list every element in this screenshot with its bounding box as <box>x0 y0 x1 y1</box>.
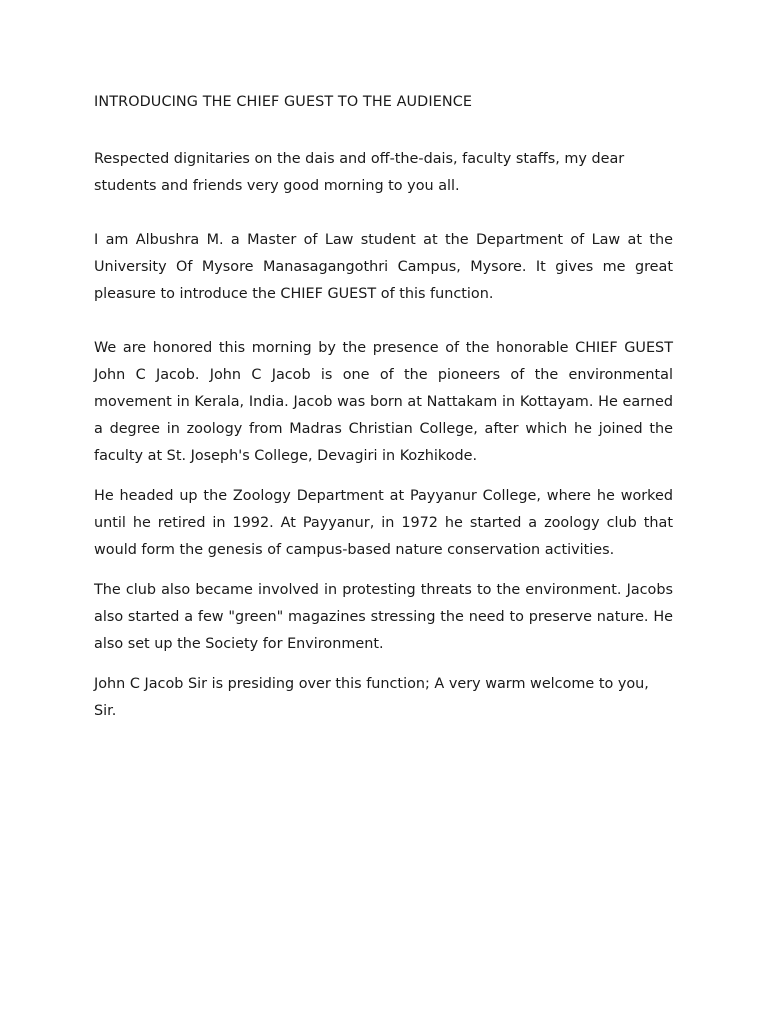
paragraph-chief-guest-background: We are honored this morning by the presence of the honorable CHIEF GUEST John C Jacob. John C Jacob is one of the pioneers of the environmental movement in Kerala, India. Jacob was born at Nattakam in Kottayam. He earned a degree in zoology from Madras Christian College, after which he joined the faculty at St. Joseph's College, Devagiri in Kozhikode. <box>94 340 673 464</box>
document-title: INTRODUCING THE CHIEF GUEST TO THE AUDIENCE <box>94 94 473 110</box>
paragraph-zoology-department: He headed up the Zoology Department at Payyanur College, where he worked until he retired in 1992. At Payyanur, in 1972 he started a zoology club that would form the genesis of campus-based nature conservation activities. <box>94 488 673 558</box>
document-page <box>94 90 673 725</box>
paragraph-welcome: John C Jacob Sir is presiding over this function; A very warm welcome to you, Sir. <box>94 676 649 719</box>
paragraph-greeting: Respected dignitaries on the dais and off-the-dais, faculty staffs, my dear students and friends very good morning to you all. <box>94 151 625 194</box>
paragraph-self-introduction: I am Albushra M. a Master of Law student at the Department of Law at the University Of Mysore Manasagangothri Campus, Mysore. It gives me great pleasure to introduce the CHIEF GUEST of this function. <box>94 232 673 302</box>
paragraph-club-activities: The club also became involved in protesting threats to the environment. Jacobs also started a few "green" magazines stressing the need to preserve nature. He also set up the Society for Environment. <box>94 582 673 652</box>
